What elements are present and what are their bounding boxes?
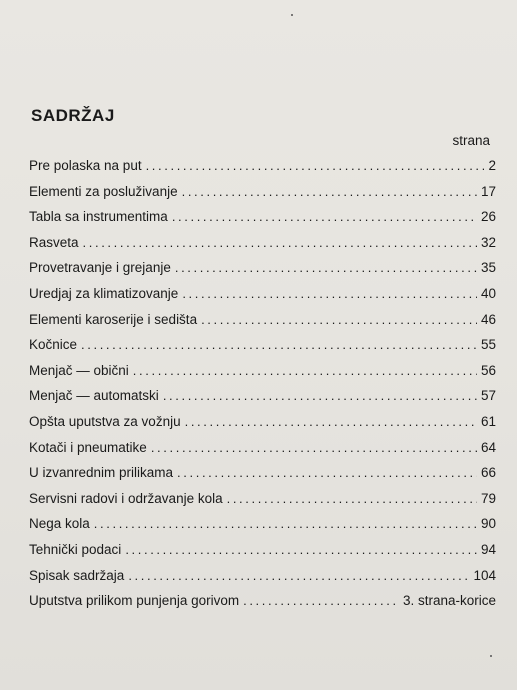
toc-entry	[29, 281, 496, 307]
toc-entry	[29, 486, 496, 512]
toc-entry-title: Nega kola	[29, 516, 90, 532]
paper-speck	[490, 655, 492, 657]
dot-leader	[201, 307, 477, 333]
toc-entry	[29, 511, 496, 537]
toc-entry-page: 104	[473, 567, 496, 583]
dot-leader	[163, 383, 477, 409]
toc-entry-title: Uredjaj za klimatizovanje	[29, 285, 179, 301]
toc-entry	[29, 255, 496, 281]
table-of-contents	[29, 153, 496, 614]
toc-entry-title: Rasveta	[29, 234, 79, 250]
toc-entry	[29, 358, 496, 384]
toc-entry	[29, 204, 496, 230]
toc-entry-page: 3. strana-korice	[402, 593, 496, 609]
dot-leader	[243, 588, 399, 614]
toc-entry	[29, 179, 496, 205]
dot-leader	[125, 537, 477, 563]
toc-entry-title: Kotači i pneumatike	[29, 439, 147, 455]
toc-entry-title: U izvanrednim prilikama	[29, 465, 174, 481]
dot-leader	[151, 435, 477, 461]
toc-entry-page: 32	[480, 234, 496, 250]
toc-entry-page: 40	[480, 285, 496, 301]
toc-entry-title: Uputstva prilikom punjenja gorivom	[29, 593, 240, 609]
toc-entry-title: Opšta uputstva za vožnju	[29, 413, 181, 429]
toc-entry	[29, 588, 496, 614]
toc-entry	[29, 409, 496, 435]
toc-entry-page: 57	[480, 388, 496, 404]
toc-entry-title: Provetravanje i grejanje	[29, 260, 171, 276]
toc-entry-page: 79	[480, 490, 496, 506]
dot-leader	[128, 563, 469, 589]
dot-leader	[182, 281, 477, 307]
toc-entry	[29, 537, 496, 563]
toc-entry	[29, 332, 496, 358]
page-title: SADRŽAJ	[31, 106, 115, 125]
toc-entry-page: 90	[480, 516, 496, 532]
toc-entry	[29, 460, 496, 486]
toc-entry-page: 26	[480, 209, 496, 225]
toc-entry	[29, 383, 496, 409]
dot-leader	[185, 409, 477, 435]
dot-leader	[133, 358, 477, 384]
toc-entry-page: 61	[480, 413, 496, 429]
dot-leader	[94, 511, 477, 537]
dot-leader	[227, 486, 477, 512]
toc-entry-title: Servisni radovi i održavanje kola	[29, 490, 223, 506]
dot-leader	[175, 255, 477, 281]
toc-entry-page: 94	[480, 541, 496, 557]
toc-entry-page: 46	[480, 311, 496, 327]
toc-entry-title: Spisak sadržaja	[29, 567, 125, 583]
toc-entry-page: 2	[488, 158, 496, 173]
paper-speck	[291, 14, 293, 16]
toc-entry	[29, 435, 496, 461]
toc-entry-title: Menjač — automatski	[29, 388, 159, 404]
toc-entry-page: 66	[480, 465, 496, 481]
toc-entry-title: Menjač — obični	[29, 362, 129, 378]
dot-leader	[81, 332, 477, 358]
toc-entry-page: 55	[480, 337, 496, 353]
toc-entry-page: 64	[480, 439, 496, 455]
toc-entry-page: 56	[480, 362, 496, 378]
dot-leader	[83, 230, 477, 256]
toc-entry	[29, 153, 496, 179]
toc-entry-title: Elementi karoserije i sedišta	[29, 311, 198, 327]
dot-leader	[177, 460, 477, 486]
toc-entry	[29, 307, 496, 333]
toc-entry-title: Pre polaska na put	[29, 158, 142, 173]
dot-leader	[172, 204, 477, 230]
page-column-label: strana	[452, 133, 490, 148]
toc-entry	[29, 230, 496, 256]
toc-entry-title: Elementi za posluživanje	[29, 183, 178, 199]
toc-entry	[29, 563, 496, 589]
dot-leader	[146, 153, 485, 179]
toc-entry-title: Kočnice	[29, 337, 78, 353]
toc-entry-title: Tabla sa instrumentima	[29, 209, 168, 225]
toc-entry-page: 17	[480, 183, 496, 199]
dot-leader	[182, 179, 477, 205]
toc-entry-page: 35	[480, 260, 496, 276]
toc-entry-title: Tehnički podaci	[29, 541, 122, 557]
